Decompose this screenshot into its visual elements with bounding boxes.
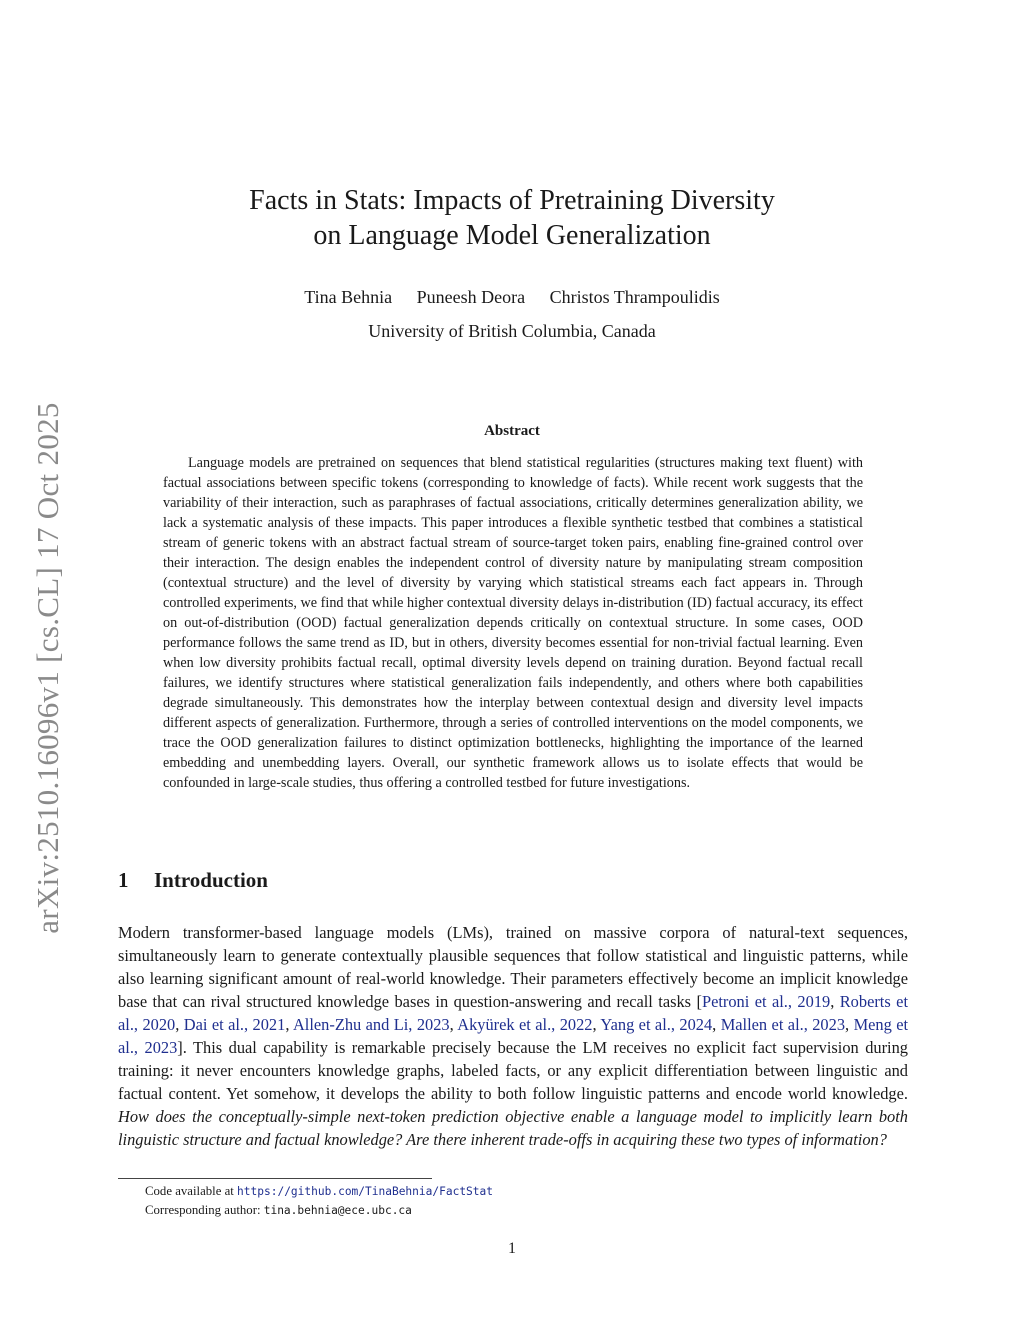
- section-title: Introduction: [154, 868, 268, 892]
- abstract-body: Language models are pretrained on sequences that blend statistical regularities (structures making text fluent) with factual associations between specific tokens (corresponding to knowledge of facts). While recent work suggests that the variability of their interaction, such as paraphrases of factual associations, critically determines generalization ability, we lack a systematic analysis of these impacts. This paper introduces a flexible synthetic testbed that combines a statistical stream of generic tokens with an abstract factual stream of source-target token pairs, enabling fine-grained control over their interaction. The design enables the independent control of diversity nature by manipulating stream composition (contextual structure) and the level of diversity by varying which statistical streams each fact appears in. Through controlled experiments, we find that while higher contextual diversity delays in-distribution (ID) factual accuracy, its effect on out-of-distribution (OOD) factual generalization depends critically on contextual structure. In some cases, OOD performance follows the same trend as ID, but in others, diversity becomes essential for non-trivial factual learning. Even when low diversity prohibits factual recall, optimal diversity levels depend on training duration. Beyond factual recall failures, we identify structures where statistical generalization fails independently, and others where both capabilities degrade simultaneously. This demonstrates how the interplay between contextual design and diversity level impacts different aspects of generalization. Furthermore, through a series of controlled interventions on the model components, we trace the OOD generalization failures to distinct optimization bottlenecks, highlighting the importance of the learned embedding and unembedding layers. Overall, our synthetic framework allows us to isolate effects that would be confounded in large-scale studies, thus offering a controlled testbed for future investigations.: [163, 455, 863, 791]
- affiliation: University of British Columbia, Canada: [368, 321, 656, 341]
- intro-research-question: How does the conceptually-simple next-token prediction objective enable a language model to implicitly learn both linguistic structure and factual knowledge? Are there inherent trade-offs in acquiring these two types of information?: [118, 1107, 908, 1149]
- section-number: 1: [118, 868, 129, 892]
- paper-title: [160, 183, 864, 253]
- title-line-1: Facts in Stats: Impacts of Pretraining Diversity: [249, 185, 775, 216]
- author-name: Christos Thrampoulidis: [549, 287, 720, 307]
- citation-link[interactable]: Mallen et al., 2023: [720, 1015, 846, 1034]
- citation-link[interactable]: Petroni et al., 2019: [701, 992, 831, 1011]
- introduction-paragraph: Modern transformer-based language models (LMs), trained on massive corpora of natural-text sequences, simultaneously learn to generate contextually plausible sequences that follow statistical and linguistic patterns, while also learning significant amount of real-world knowledge. Their parameters effectively become an implicit knowledge base that can rival structured knowledge bases in question-answering and recall tasks [Petroni et al., 2019, Roberts et al., 2020, Dai et al., 2021, Allen-Zhu and Li, 2023, Akyürek et al., 2022, Yang et al., 2024, Mallen et al., 2023, Meng et al., 2023]. This dual capability is remarkable precisely because the LM receives no explicit fact supervision during training: it never encounters knowledge graphs, labeled facts, or any explicit differentiation between linguistic and factual content. Yet somehow, it develops the ability to both follow linguistic patterns and encode world knowledge. How does the conceptually-simple next-token prediction objective enable a language model to implicitly learn both linguistic structure and factual knowledge? Are there inherent trade-offs in acquiring these two types of information?: [118, 923, 909, 1149]
- author-list: [160, 285, 864, 309]
- footnotes: [145, 1182, 493, 1220]
- intro-text-part-2: ]. This dual capability is remarkable precisely because the LM receives no explicit fact supervision during training: it never encounters knowledge graphs, labeled facts, or any explicit differentiation between linguistic and factual content. Yet somehow, it develops the ability to both follow linguistic patterns and encode world knowledge.: [118, 1038, 909, 1103]
- author-email: tina.behnia@ece.ubc.ca: [263, 1204, 412, 1217]
- footnote-code: Code available at https://github.com/TinaBehnia/FactStat: [145, 1184, 493, 1198]
- section-heading-introduction: [118, 868, 268, 893]
- author-name: Tina Behnia: [304, 287, 393, 307]
- intro-text-part-1: Modern transformer-based language models (LMs), trained on massive corpora of natural-text sequences, simultaneously learn to generate contextually plausible sequences that follow statistical and linguistic patterns, while also learning significant amount of real-world knowledge. Their parameters effectively become an implicit knowledge base that can rival structured knowledge bases in question-answering and recall tasks [: [118, 923, 908, 1011]
- footnote-corresponding-author: Corresponding author: tina.behnia@ece.ubc.ca: [145, 1203, 412, 1217]
- author-name: Puneesh Deora: [416, 287, 526, 307]
- citation-link[interactable]: Meng et al., 2023: [118, 1015, 909, 1057]
- citation-link[interactable]: Allen-Zhu and Li, 2023: [292, 1015, 450, 1034]
- citation-link[interactable]: Akyürek et al., 2022: [457, 1015, 593, 1034]
- title-line-2: on Language Model Generalization: [313, 220, 711, 251]
- citation-link[interactable]: Yang et al., 2024: [600, 1015, 713, 1034]
- footnote-divider: [118, 1178, 432, 1179]
- citation-link[interactable]: Dai et al., 2021: [183, 1015, 286, 1034]
- citation-link[interactable]: Roberts et al., 2020: [118, 992, 908, 1034]
- arxiv-identifier-stamp: arXiv:2510.16096v1 [cs.CL] 17 Oct 2025: [30, 402, 65, 934]
- abstract-heading: Abstract: [484, 423, 540, 439]
- code-repository-link[interactable]: https://github.com/TinaBehnia/FactStat: [237, 1185, 493, 1198]
- page-number: 1: [508, 1240, 516, 1257]
